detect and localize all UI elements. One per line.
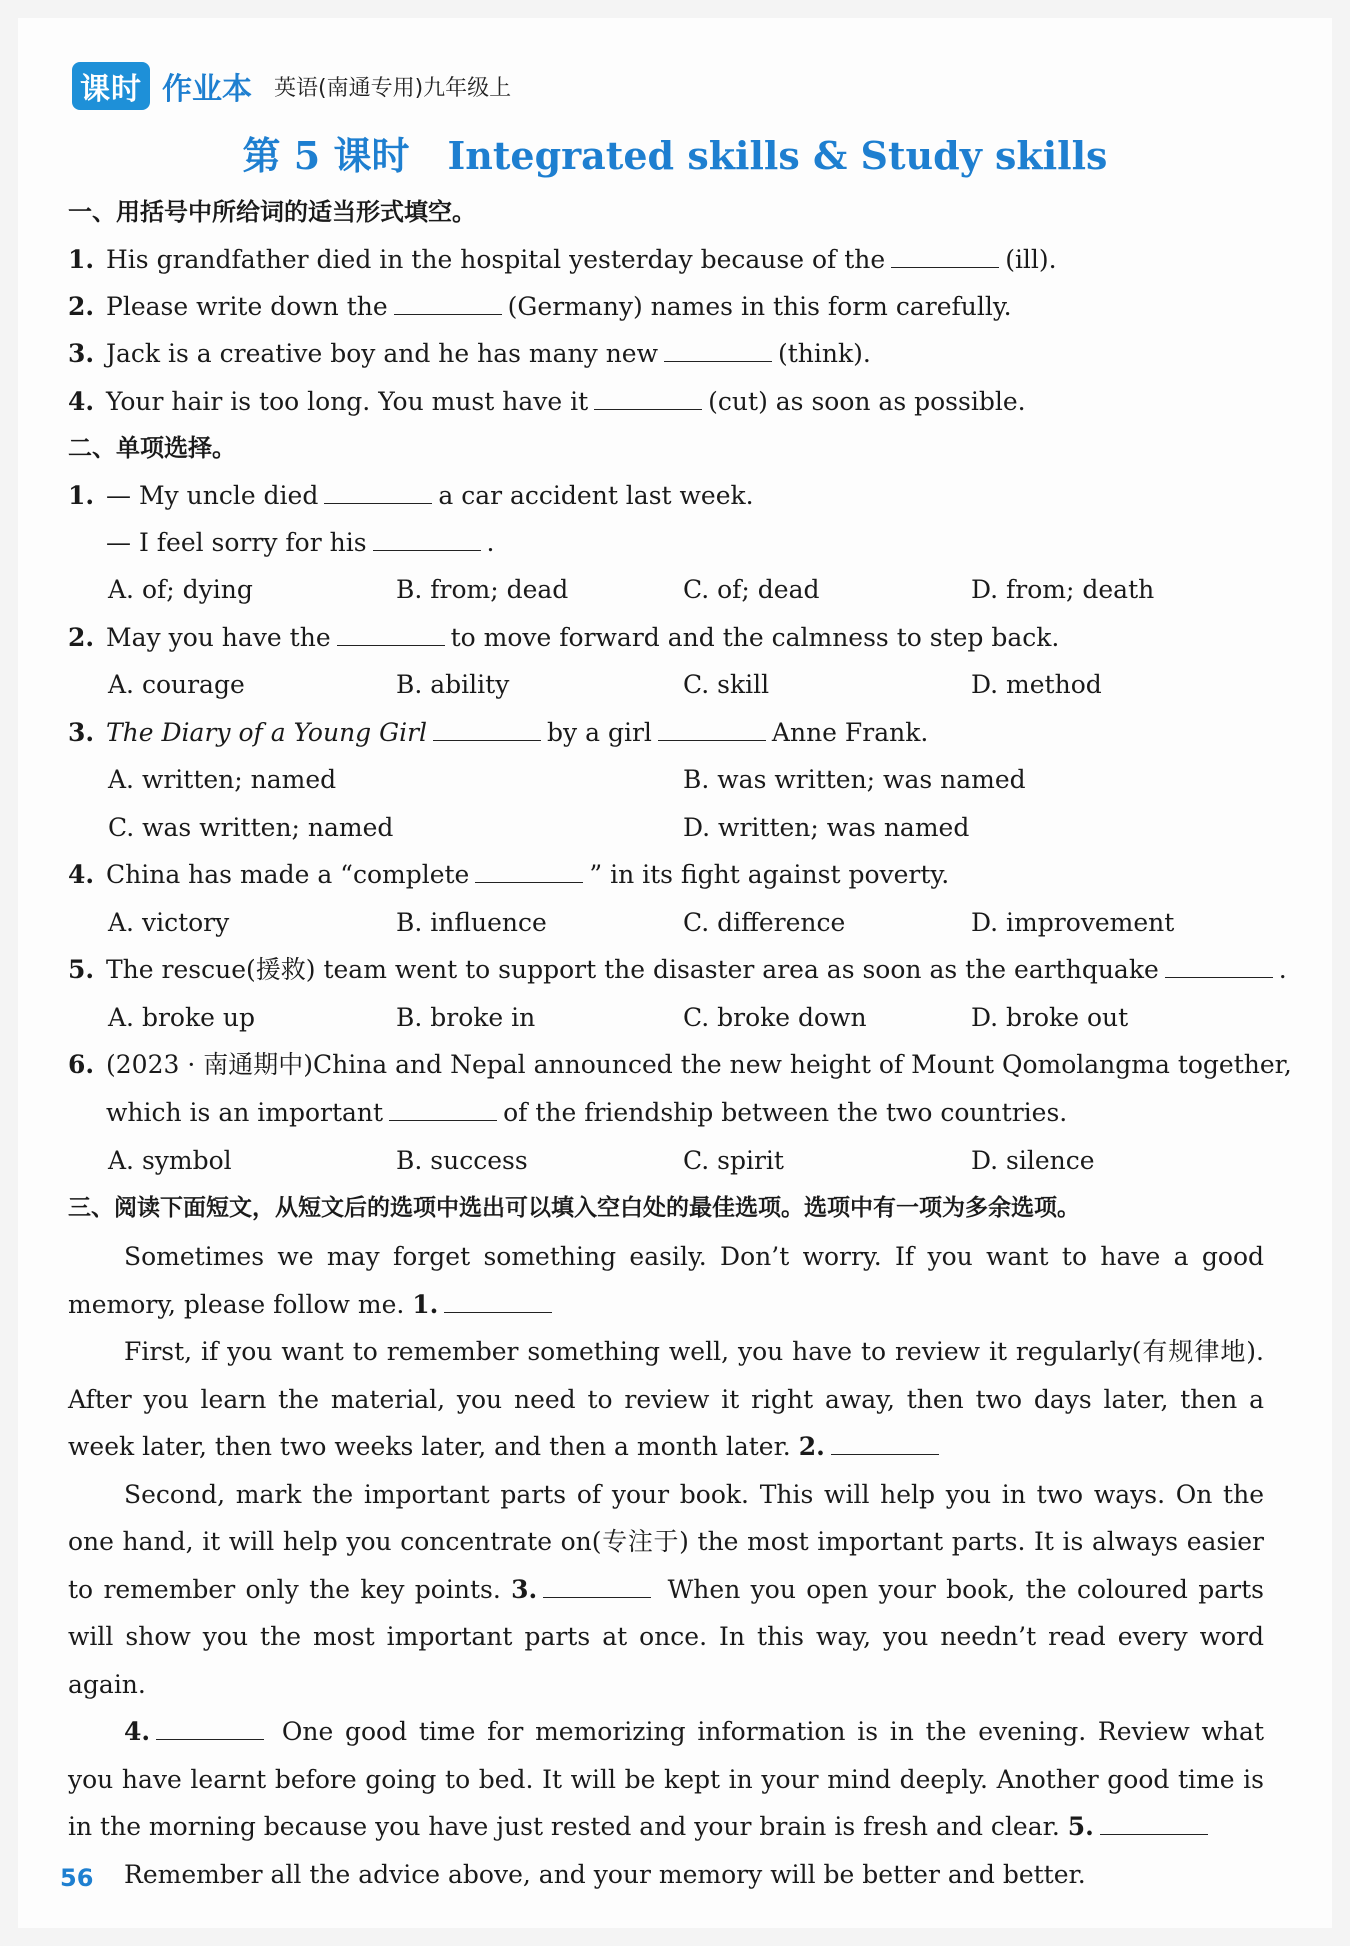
option-c[interactable]: C. broke down (683, 1003, 867, 1032)
q-number: 4. (68, 860, 95, 889)
page-number: 56 (60, 1864, 94, 1892)
passage-paragraph-2: First, if you want to remember something well, you have to review it regularly(有规律地). After you learn the material, you need to review it right away, then two days later, then a week later, then two weeks later, and then a month later. 2. (68, 1337, 1264, 1461)
subject-label: 英语(南通专用)九年级上 (274, 75, 512, 101)
option-b[interactable]: B. broke in (396, 1003, 536, 1032)
option-d[interactable]: D. written; was named (683, 813, 970, 842)
reading-passage (68, 1233, 1264, 1898)
q-text: a car accident last week. (438, 481, 754, 510)
section2-heading: 二、单项选择。 (68, 434, 236, 462)
q-text: to move forward and the calmness to step back. (450, 623, 1060, 652)
answer-blank[interactable] (389, 1098, 497, 1121)
sec1-q3 (68, 336, 1264, 372)
answer-blank[interactable] (543, 1575, 651, 1598)
sec2-q3 (68, 715, 1264, 751)
q-text: ” in its fight against poverty. (589, 860, 950, 889)
blank-number: 3. (511, 1574, 538, 1604)
answer-blank[interactable] (324, 481, 432, 504)
sec2-q6-line1 (68, 1047, 1292, 1083)
option-a[interactable]: A. victory (108, 908, 230, 937)
book-title: The Diary of a Young Girl (106, 718, 428, 747)
q-hint: (Germany) names in this form carefully. (507, 292, 1012, 321)
section1-heading: 一、用括号中所给词的适当形式填空。 (68, 198, 476, 226)
q-text: . (486, 528, 495, 557)
q-text: Please write down the (106, 292, 388, 321)
sec2-q1-line2 (68, 525, 1264, 561)
q-number: 1. (68, 481, 95, 510)
answer-blank[interactable] (1165, 955, 1273, 978)
q-text: His grandfather died in the hospital yesterday because of the (106, 245, 886, 274)
q-number: 2. (68, 292, 95, 321)
option-b[interactable]: B. was written; was named (683, 765, 1026, 794)
option-b[interactable]: B. ability (396, 670, 510, 699)
option-b[interactable]: B. influence (396, 908, 547, 937)
blank-number: 2. (798, 1432, 825, 1461)
sec2-q6-line2 (68, 1095, 1264, 1131)
answer-blank[interactable] (831, 1432, 939, 1455)
option-c[interactable]: C. was written; named (108, 813, 394, 842)
logo-zuoyeben: 作业本 (162, 72, 252, 107)
option-a[interactable]: A. of; dying (108, 575, 253, 604)
q-text: May you have the (106, 623, 331, 652)
option-c[interactable]: C. spirit (683, 1146, 784, 1175)
sec1-q2 (68, 289, 1264, 325)
answer-blank[interactable] (156, 1717, 264, 1740)
option-d[interactable]: D. from; death (971, 575, 1155, 604)
answer-blank[interactable] (475, 860, 583, 883)
q-text: . (1278, 955, 1287, 984)
q-hint: (think). (778, 339, 871, 368)
option-a[interactable]: A. broke up (108, 1003, 255, 1032)
option-b[interactable]: B. success (396, 1146, 528, 1175)
q-text: — I feel sorry for his (106, 528, 367, 557)
q-text: The rescue(援救) team went to support the disaster area as soon as the earthquake (106, 955, 1159, 984)
option-d[interactable]: D. improvement (971, 908, 1175, 937)
q-hint: (ill). (1005, 245, 1057, 274)
option-d[interactable]: D. silence (971, 1146, 1095, 1175)
q-text: Jack is a creative boy and he has many new (106, 339, 658, 368)
q-number: 5. (68, 955, 95, 984)
q-text: Anne Frank. (771, 718, 929, 747)
blank-number: 4. (124, 1717, 151, 1746)
sec2-q4 (68, 857, 1264, 893)
sec2-q2 (68, 620, 1264, 656)
q-hint: (cut) as soon as possible. (708, 387, 1026, 416)
q-text: — My uncle died (106, 481, 319, 510)
option-c[interactable]: C. difference (683, 908, 846, 937)
passage-paragraph-1: Sometimes we may forget something easily. Don’t worry. If you want to have a good memory, please follow me. 1. (68, 1242, 1264, 1319)
q-text: China has made a “complete (106, 860, 470, 889)
passage-paragraph-3: Second, mark the important parts of your book. This will help you in two ways. On the one hand, it will help you concentrate on(专注于) the most important parts. It is always easier to remember only the key points. 3. When you open your book, the coloured parts will show you the most important parts at once. In this way, you needn’t read every word again. (68, 1479, 1265, 1699)
q-text: Your hair is too long. You must have it (106, 387, 589, 416)
passage-paragraph-5: Remember all the advice above, and your memory will be better and better. (124, 1859, 1086, 1889)
answer-blank[interactable] (1100, 1812, 1208, 1835)
option-c[interactable]: C. of; dead (683, 575, 820, 604)
answer-blank[interactable] (594, 387, 702, 410)
option-c[interactable]: C. skill (683, 670, 770, 699)
answer-blank[interactable] (394, 292, 502, 315)
answer-blank[interactable] (433, 718, 541, 741)
answer-blank[interactable] (373, 528, 481, 551)
q-number: 4. (68, 387, 95, 416)
q-text: by a girl (547, 718, 652, 747)
page-header (72, 62, 511, 110)
q-text: (2023 · 南通期中)China and Nepal announced the new height of Mount Qomolangma together, (106, 1050, 1292, 1079)
sec1-q1 (68, 242, 1264, 278)
lesson-title: 第 5 课时 Integrated skills & Study skills (242, 133, 1108, 178)
sec2-q5 (68, 952, 1287, 988)
passage-paragraph-4: 4. One good time for memorizing information is in the evening. Review what you have learnt before going to bed. It will be kept in your mind deeply. Another good time is in the morning because you have just rested and your brain is fresh and clear. 5. (68, 1717, 1264, 1841)
blank-number: 5. (1067, 1812, 1094, 1841)
option-d[interactable]: D. method (971, 670, 1102, 699)
option-b[interactable]: B. from; dead (396, 575, 569, 604)
option-a[interactable]: A. courage (108, 670, 245, 699)
blank-number: 1. (412, 1289, 439, 1319)
answer-blank[interactable] (664, 339, 772, 362)
q-number: 3. (68, 718, 95, 747)
sec2-q1-line1 (68, 478, 1264, 514)
option-d[interactable]: D. broke out (971, 1003, 1129, 1032)
answer-blank[interactable] (337, 623, 445, 646)
answer-blank[interactable] (658, 718, 766, 741)
option-a[interactable]: A. symbol (108, 1146, 232, 1175)
answer-blank[interactable] (444, 1290, 552, 1313)
sec1-q4 (68, 384, 1264, 420)
q-number: 1. (68, 245, 95, 274)
answer-blank[interactable] (891, 245, 999, 268)
q-text: which is an important (106, 1098, 384, 1127)
logo-keshi: 课时 (72, 62, 150, 110)
q-text: of the friendship between the two countries. (503, 1098, 1068, 1127)
section3-heading: 三、阅读下面短文，从短文后的选项中选出可以填入空白处的最佳选项。选项中有一项为多余选项。 (68, 1195, 1080, 1221)
q-number: 3. (68, 339, 95, 368)
option-a[interactable]: A. written; named (108, 765, 337, 794)
q-number: 2. (68, 623, 95, 652)
q-number: 6. (68, 1050, 95, 1079)
